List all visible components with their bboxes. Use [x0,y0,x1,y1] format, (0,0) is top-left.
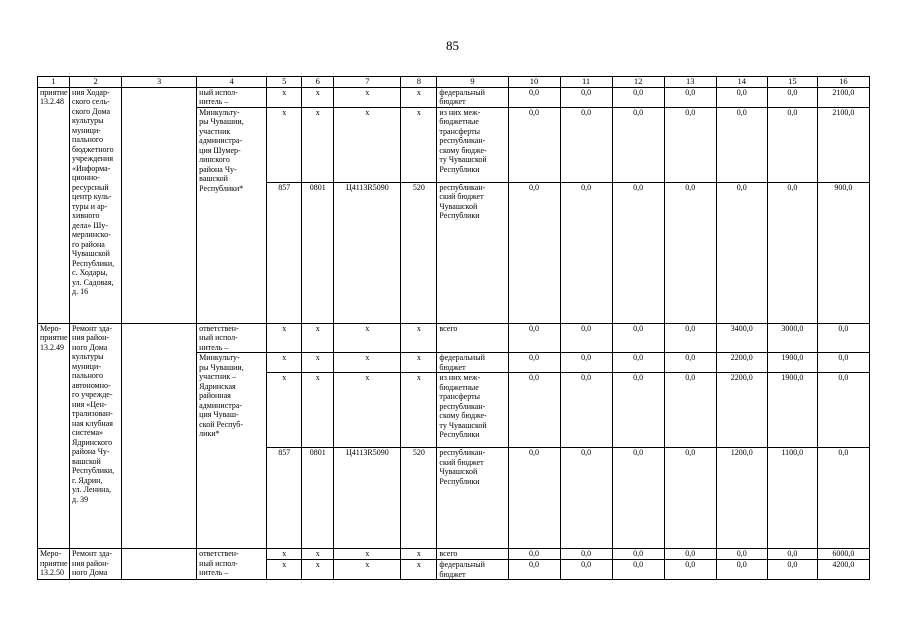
amount-cell: 0,0 [767,549,817,560]
target-article-cell: x [334,323,401,353]
column-header: 3 [122,77,197,88]
funding-source-cell: федеральный бюджет [437,353,508,373]
amount-cell: 0,0 [508,560,560,580]
amount-cell: 0,0 [664,448,716,549]
amount-cell: 0,0 [612,373,664,448]
amount-cell: 0,0 [664,549,716,560]
amount-cell: 0,0 [560,560,612,580]
column-header: 12 [612,77,664,88]
amount-cell: 0,0 [560,353,612,373]
amount-cell: 0,0 [664,107,716,182]
amount-cell: 0,0 [508,182,560,323]
amount-cell: 0,0 [612,549,664,560]
amount-cell: 0,0 [664,353,716,373]
executor-cell: ответствен- ный испол- нитель – [197,323,267,353]
measure-name-cell: ния Ходар- ского сель- ского Дома культуры муници- пального бюджетного учреждения «Информа- ционно- ресурсный центр куль- туры и ар- хивного дела» Шу- мерлинско- го района Чувашской Республики, с. Ходары, ул. Садовая, д. 16 [70,87,122,323]
column-header: 8 [401,77,437,88]
section-code-cell: x [302,549,334,560]
amount-cell: 0,0 [612,87,664,107]
funding-source-cell: республикан- ский бюджет Чувашской Республики [437,182,508,323]
page-number: 85 [446,38,459,53]
amount-cell: 0,0 [560,448,612,549]
amount-cell: 0,0 [508,323,560,353]
expense-type-cell: 520 [401,182,437,323]
amount-cell: 0,0 [716,182,767,323]
expense-type-cell: x [401,373,437,448]
amount-cell: 1900,0 [767,353,817,373]
amount-cell: 0,0 [817,323,869,353]
budget-table [37,76,870,580]
target-article-cell: Ц4113R5090 [334,182,401,323]
amount-cell: 0,0 [508,107,560,182]
amount-cell: 0,0 [767,107,817,182]
amount-cell: 1900,0 [767,373,817,448]
grbs-cell: 857 [267,448,302,549]
amount-cell: 3000,0 [767,323,817,353]
section-code-cell: x [302,87,334,107]
amount-cell: 0,0 [508,373,560,448]
amount-cell: 0,0 [612,323,664,353]
section-code-cell: x [302,353,334,373]
amount-cell: 0,0 [664,182,716,323]
amount-cell: 0,0 [612,448,664,549]
target-article-cell: x [334,373,401,448]
target-article-cell: x [334,560,401,580]
column-header: 14 [716,77,767,88]
funding-source-cell: федеральный бюджет [437,560,508,580]
section-code-cell: x [302,323,334,353]
amount-cell: 0,0 [817,353,869,373]
amount-cell: 2200,0 [716,353,767,373]
grbs-cell: x [267,323,302,353]
amount-cell: 2200,0 [716,373,767,448]
column-header: 15 [767,77,817,88]
amount-cell: 6000,0 [817,549,869,560]
measure-number-cell: Меро- приятие 13.2.50 [38,549,70,580]
table-row [38,87,870,107]
funding-source-cell: федеральный бюджет [437,87,508,107]
amount-cell: 0,0 [560,107,612,182]
column-header: 6 [302,77,334,88]
amount-cell: 0,0 [508,353,560,373]
funding-source-cell: всего [437,323,508,353]
funding-source-cell: из них меж- бюджетные трансферты республикан- скому бюдже- ту Чувашской Республики [437,107,508,182]
amount-cell: 0,0 [560,87,612,107]
empty-cell [122,323,197,549]
grbs-cell: x [267,373,302,448]
measure-name-cell: Ремонт зда- ния район- ного Дома [70,549,122,580]
amount-cell: 0,0 [612,182,664,323]
grbs-cell: x [267,560,302,580]
expense-type-cell: x [401,107,437,182]
section-code-cell: x [302,107,334,182]
funding-source-cell: республикан- ский бюджет Чувашской Республики [437,448,508,549]
grbs-cell: x [267,549,302,560]
column-header: 11 [560,77,612,88]
funding-source-cell: всего [437,549,508,560]
amount-cell: 900,0 [817,182,869,323]
target-article-cell: x [334,107,401,182]
section-code-cell: 0801 [302,448,334,549]
amount-cell: 1100,0 [767,448,817,549]
section-code-cell: 0801 [302,182,334,323]
amount-cell: 0,0 [560,182,612,323]
amount-cell: 0,0 [560,323,612,353]
amount-cell: 0,0 [664,323,716,353]
target-article-cell: x [334,353,401,373]
executor-cell: Минкульту- ры Чувашии, участник – Ядринская районная администра- ция Чуваш- ской Респуб- лики* [197,353,267,549]
section-code-cell: x [302,560,334,580]
amount-cell: 0,0 [664,560,716,580]
empty-cell [122,549,197,580]
amount-cell: 0,0 [716,560,767,580]
executor-cell: ответствен- ный испол- нитель – [197,549,267,580]
expense-type-cell: x [401,353,437,373]
header-row [38,77,870,88]
column-header: 16 [817,77,869,88]
amount-cell: 0,0 [560,549,612,560]
column-header: 7 [334,77,401,88]
expense-type-cell: x [401,549,437,560]
amount-cell: 4200,0 [817,560,869,580]
amount-cell: 2100,0 [817,87,869,107]
column-header: 1 [38,77,70,88]
column-header: 5 [267,77,302,88]
amount-cell: 3400,0 [716,323,767,353]
column-header: 10 [508,77,560,88]
column-header: 13 [664,77,716,88]
amount-cell: 0,0 [612,560,664,580]
funding-source-cell: из них меж- бюджетные трансферты республикан- скому бюдже- ту Чувашской Республики [437,373,508,448]
measure-number-cell: приятие 13.2.48 [38,87,70,323]
amount-cell: 2100,0 [817,107,869,182]
target-article-cell: x [334,87,401,107]
amount-cell: 0,0 [508,448,560,549]
expense-type-cell: x [401,323,437,353]
amount-cell: 0,0 [508,87,560,107]
executor-cell: ный испол- нитель – [197,87,267,107]
amount-cell: 0,0 [664,373,716,448]
target-article-cell: x [334,549,401,560]
column-header: 4 [197,77,267,88]
grbs-cell: x [267,107,302,182]
column-header: 9 [437,77,508,88]
table-row [38,323,870,353]
amount-cell: 0,0 [612,353,664,373]
section-code-cell: x [302,373,334,448]
expense-type-cell: x [401,87,437,107]
amount-cell: 1200,0 [716,448,767,549]
amount-cell: 0,0 [664,87,716,107]
amount-cell: 0,0 [716,87,767,107]
amount-cell: 0,0 [767,182,817,323]
expense-type-cell: x [401,560,437,580]
target-article-cell: Ц4113R5090 [334,448,401,549]
empty-cell [122,87,197,323]
amount-cell: 0,0 [560,373,612,448]
measure-number-cell: Меро- приятие 13.2.49 [38,323,70,549]
column-header: 2 [70,77,122,88]
grbs-cell: x [267,353,302,373]
measure-name-cell: Ремонт зда- ния район- ного Дома культуры муници- пального автономно- го учрежде- ния «Цен- трализован- ная клубная система» Ядринского района Чу- вашской Республики, г. Ядрин, ул. Ленина, д. 39 [70,323,122,549]
grbs-cell: x [267,87,302,107]
amount-cell: 0,0 [716,549,767,560]
executor-cell: Минкульту- ры Чувашии, участник администра- ция Шумер- линского района Чу- вашской Республики* [197,107,267,323]
table-row [38,549,870,560]
amount-cell: 0,0 [767,87,817,107]
amount-cell: 0,0 [612,107,664,182]
expense-type-cell: 520 [401,448,437,549]
amount-cell: 0,0 [508,549,560,560]
amount-cell: 0,0 [716,107,767,182]
amount-cell: 0,0 [817,448,869,549]
amount-cell: 0,0 [767,560,817,580]
amount-cell: 0,0 [817,373,869,448]
grbs-cell: 857 [267,182,302,323]
